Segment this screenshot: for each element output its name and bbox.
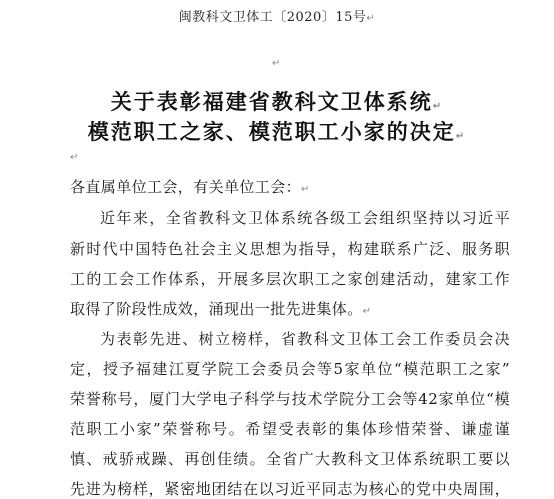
paragraph-2-line-2: 定，授予福建江夏学院工会委员会等5家单位“模范职工之家” xyxy=(70,360,510,378)
paragraph-1-line-4 xyxy=(70,298,510,319)
empty-line-mark-icon: ↵ xyxy=(272,58,281,69)
paragraph-1-line-2: 新时代中国特色社会主义思想为指导，构建联系广泛、服务职 xyxy=(70,240,510,258)
document-number-text: 闽教科文卫体工〔2020〕15号 xyxy=(178,10,367,25)
title-line-1-text: 关于表彰福建省教科文卫体系统 xyxy=(110,89,433,114)
paragraph-mark-icon: ↵ xyxy=(366,13,376,24)
paragraph-2-line-4: 范职工小家”荣誉称号。希望受表彰的集体珍惜荣誉、谦虚谨 xyxy=(70,420,510,438)
empty-line-mark-icon: ↵ xyxy=(70,152,79,163)
paragraph-2-line-3: 荣誉称号，厦门大学电子科学与技术学院分工会等42家单位“模 xyxy=(70,390,510,408)
title-line-2 xyxy=(0,116,554,146)
paragraph-1-line-3: 工的工会工作体系，开展多层次职工之家创建活动，建家工作 xyxy=(70,270,510,288)
paragraph-2-line-5: 慎、戒骄戒躁、再创佳绩。全省广大教科文卫体系统职工要以 xyxy=(70,450,510,468)
paragraph-2-line-1: 为表彰先进、树立榜样，省教科文卫体工会工作委员会决 xyxy=(100,330,510,348)
salutation xyxy=(70,176,510,197)
title-line-1 xyxy=(0,86,554,116)
paragraph-mark-icon: ↵ xyxy=(455,131,467,142)
paragraph-mark-icon: ↵ xyxy=(432,101,444,112)
document-number xyxy=(0,6,554,25)
paragraph-2-line-6: 先进为榜样，紧密地团结在以习近平同志为核心的党中央周围， xyxy=(70,480,510,498)
paragraph-mark-icon: ↵ xyxy=(301,184,310,195)
salutation-text: 各直属单位工会，有关单位工会： xyxy=(70,178,302,196)
paragraph-mark-icon: ↵ xyxy=(362,306,372,317)
title-line-2-text: 模范职工之家、模范职工小家的决定 xyxy=(87,119,456,144)
paragraph-1-line-1: 近年来，全省教科文卫体系统各级工会组织坚持以习近平 xyxy=(100,209,510,227)
paragraph-1-line-4-text: 取得了阶段性成效，涌现出一批先进集体。 xyxy=(70,300,363,318)
